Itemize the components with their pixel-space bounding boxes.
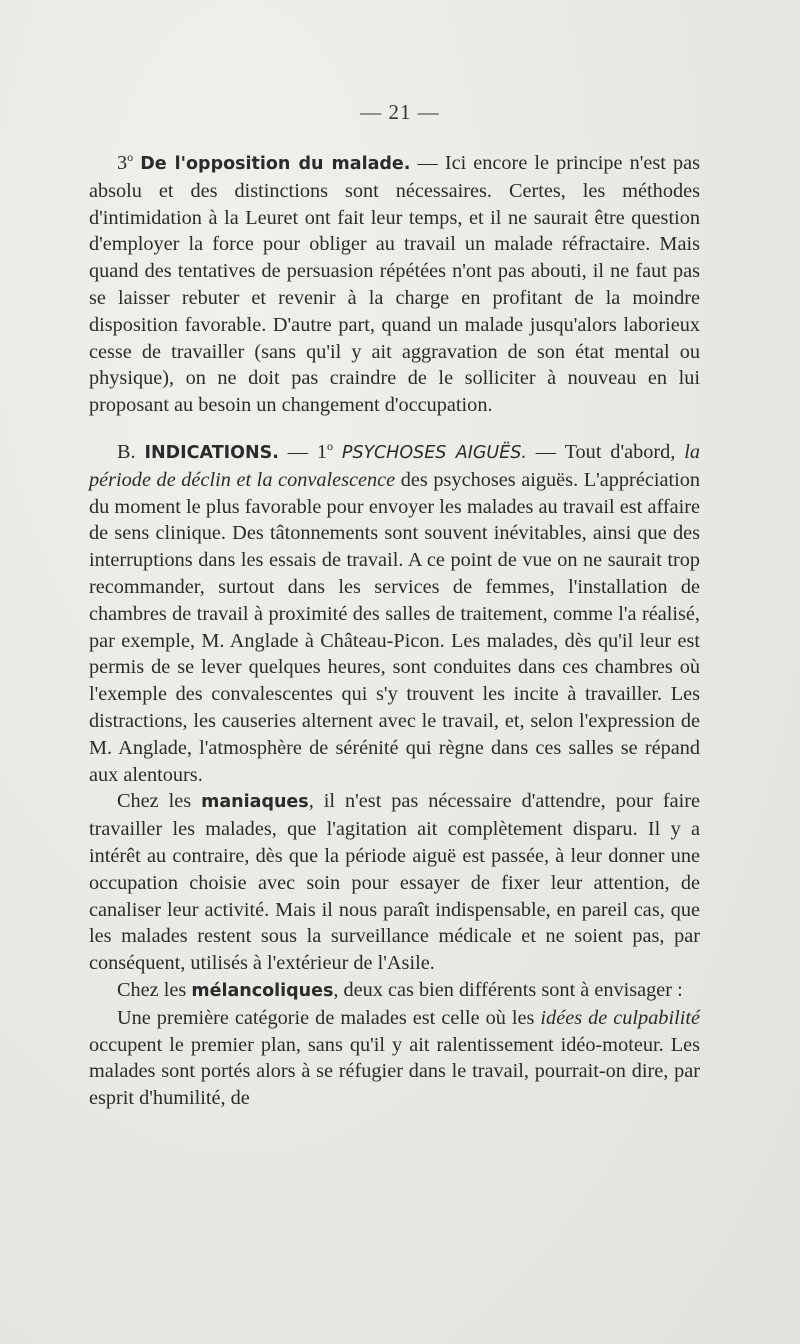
body-text (89, 150, 700, 1112)
section-number: 3 (117, 152, 128, 174)
subsection-number: 1 (316, 440, 328, 463)
keyword: maniaques (201, 792, 309, 813)
superscript: o (327, 439, 334, 454)
paragraph-text: des psychoses aiguës. L'appréciation du moment le plus favorable pour envoyer les malades au travail est affaire de sens clinique. Des tâtonnements sont souvent inévitables, ainsi que des interruptions dans les essais de travail. A ce point de vue on ne saurait trop recommander, surtout dans les services de femmes, l'installation de chambres de travail à proximité des salles de traitement, comme l'a réalisé, par exemple, M. Anglade à Château-Picon. Les malades, dès qu'il leur est permis de se lever quelques heures, sont conduites dans ces chambres où l'exemple des convalescentes qui s'y trouvent les incite à travailler. Les distractions, les causeries alternent avec le travail, et, selon l'expression de M. Anglade, l'atmosphère de sérénité qui règne dans ces salles se répand aux alentours. (89, 468, 701, 786)
subsection-heading: PSYCHOSES AIGUËS. (341, 442, 527, 463)
italic-phrase: idées de culpabilité (540, 1006, 700, 1029)
superscript: o (127, 150, 134, 165)
paragraph-text: — Tout d'abord, (526, 440, 685, 463)
paragraph-text: Une première catégorie de malades est celle où les (117, 1006, 541, 1029)
section-letter: B. (117, 440, 136, 463)
paragraph-text: Chez les (117, 978, 192, 1001)
paragraph-text: , deux cas bien différents sont à envisager : (333, 978, 683, 1001)
paragraph-maniaques (89, 788, 700, 977)
paragraph-text: , il n'est pas nécessaire d'attendre, pour faire travailler les malades, que l'agitation ait complètement disparu. Il y a intérêt au contraire, dès que la période aiguë est passée, à leur donner une occupation choisie avec soin pour essayer de fixer leur attention, de canaliser leur activité. Mais il nous paraît indispensable, en pareil cas, que les malades restent sous la surveillance médicale et ne soient pas, par conséquent, utilisés à l'extérieur de l'Asile. (89, 790, 701, 975)
keyword: mélancoliques (191, 980, 334, 1001)
paragraph-text: Chez les (117, 790, 202, 813)
section-heading: De l'opposition du malade. (140, 154, 411, 174)
paragraph-categorie (89, 1005, 700, 1112)
paragraph-text: occupent le premier plan, sans qu'il y ait ralentissement idéo-moteur. Les malades sont portés alors à se réfugier dans le travail, pourrait-on dire, par esprit d'humilité, de (89, 1033, 700, 1110)
paragraph-melancoliques (89, 977, 700, 1005)
paragraph-indications (89, 439, 700, 788)
section-heading: INDICATIONS. (144, 442, 279, 463)
page-number: — 21 — (360, 100, 440, 124)
dash: — (278, 440, 317, 463)
paragraph-text: — Ici encore le principe n'est pas absolu et des distinctions sont nécessaires. Certes, les méthodes d'intimidation à la Leuret ont fait leur temps, et il ne saurait être question d'employer la force pour obliger au travail un malade réfractaire. Mais quand des tentatives de persuasion répétées n'ont pas abouti, il ne faut pas se laisser rebuter et revenir à la charge en profitant de la moindre disposition favorable. D'autre part, quand un malade jusqu'alors laborieux cesse de travailler (sans qu'il y ait aggravation de son état mental ou physique), on ne doit pas craindre de le solliciter à nouveau en lui proposant au besoin un changement d'occupation. (89, 152, 700, 417)
italic-phrase: la période de déclin et la convalescence (89, 440, 700, 491)
paragraph-opposition (89, 150, 700, 419)
